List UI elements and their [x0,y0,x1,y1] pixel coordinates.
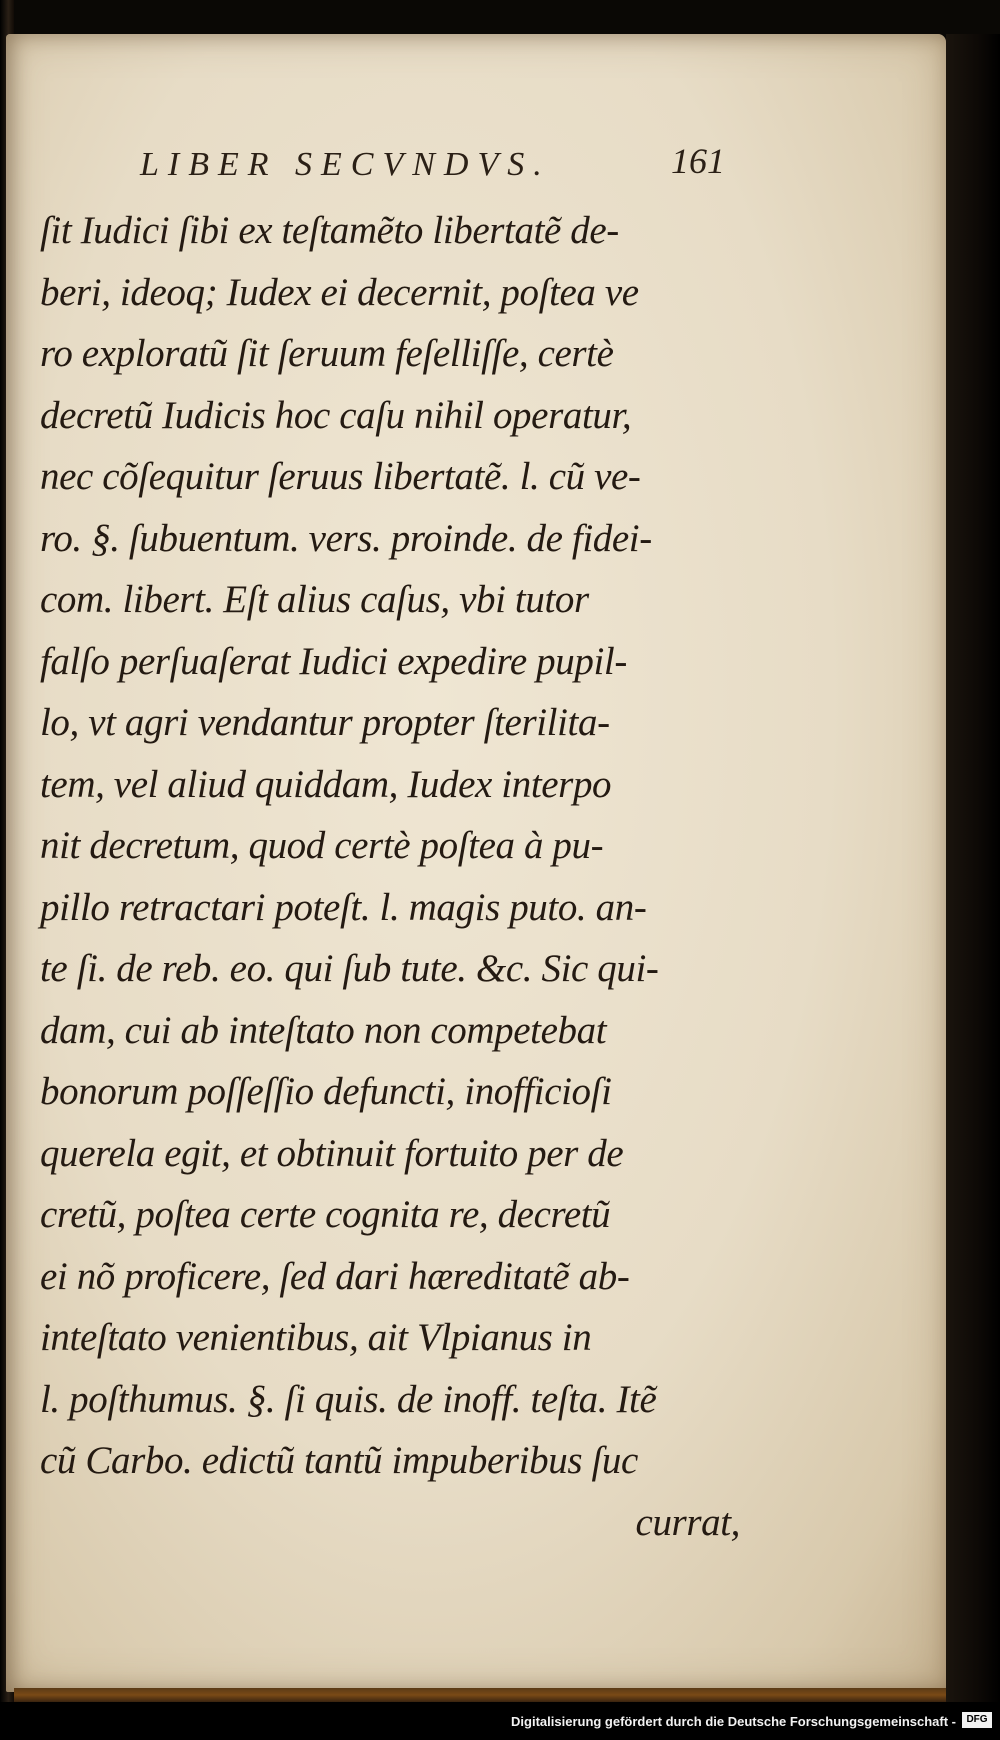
text-line: ſit Iudici ſibi ex teſtamẽto libertatẽ de- [40,209,619,252]
text-line: decretũ Iudicis hoc caſu nihil operatur, [40,393,632,437]
page-bottom-edge [14,1688,946,1702]
text-line: l. poſthumus. §. ſi quis. de inoff. teſta. Itẽ [40,1377,657,1421]
text-line: ei nõ proficere, ſed dari hæreditatẽ ab- [40,1254,630,1298]
text-line: cretũ, poſtea certe cognita re, decretũ [40,1193,611,1236]
text-line: nec cõſequitur ſeruus libertatẽ. l. cũ ve- [40,455,641,498]
text-line: inteſtato venientibus, ait Vlpianus in [40,1316,592,1359]
text-line: bonorum poſſeſſio defuncti, inofficioſi [40,1070,612,1113]
book-cover-edge [946,34,1000,1704]
text-line: ro. §. ſubuentum. vers. proinde. de fidei- [40,516,652,560]
text-line: te ſi. de reb. eo. qui ſub tute. &c. Sic qui- [40,947,659,990]
text-line: com. libert. Eſt alius caſus, vbi tutor [40,578,589,621]
dfg-logo-icon: DFG [962,1712,992,1728]
text-line: ro exploratũ ſit ſeruum feſelliſſe, certè [40,332,614,375]
text-line: cũ Carbo. edictũ tantũ impuberibus ſuc [40,1439,638,1482]
text-line: dam, cui ab inteſtato non competebat [40,1008,607,1052]
funding-credit: Digitalisierung gefördert durch die Deutsche Forschungsgemeinschaft - [511,1714,956,1729]
text-line: pillo retractari poteſt. l. magis puto. an- [40,885,647,929]
text-line: nit decretum, quod certè poſtea à pu- [40,824,604,867]
body-text [40,200,740,1553]
text-line: querela egit, et obtinuit fortuito per de [40,1131,624,1175]
catchword: currat, [635,1500,740,1544]
text-line: falſo perſuaſerat Iudici expedire pupil- [40,639,627,683]
digitization-footer [0,1702,1000,1740]
text-line: beri, ideoq; Iudex ei decernit, poſtea ve [40,270,639,314]
page-header [140,140,725,190]
running-title: LIBER SECVNDVS. [140,146,551,183]
text-line: tem, vel aliud quiddam, Iudex interpo [40,762,612,806]
page-number: 161 [671,141,725,181]
text-line: lo, vt agri vendantur propter ſterilita- [40,701,610,744]
